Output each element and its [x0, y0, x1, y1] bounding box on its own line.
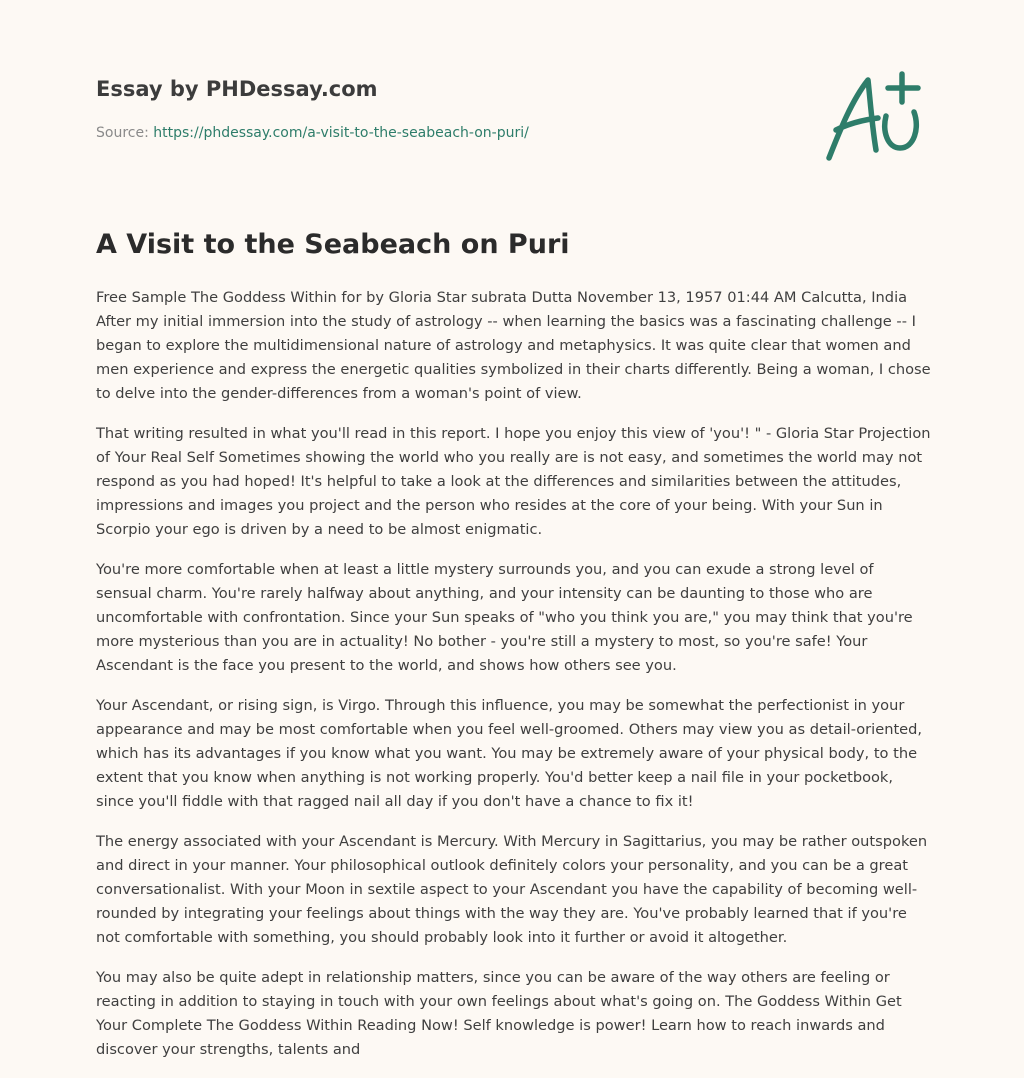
essay-title: A Visit to the Seabeach on Puri	[96, 229, 570, 260]
essay-paragraph: The energy associated with your Ascendant is Mercury. With Mercury in Sagittarius, you may be rather outspoken and direct in your manner. Your philosophical outlook definitely colors your personality, and you can be a great conversationalist. With your Moon in sextile aspect to your Ascendant you have the capability of becoming well-rounded by integrating your feelings about things with the way they are. You've probably learned that if you're not comfortable with something, you should probably look into it further or avoid it altogether.	[96, 833, 928, 946]
source-link[interactable]: https://phdessay.com/a-visit-to-the-seabeach-on-puri/	[153, 125, 529, 141]
essay-body	[96, 286, 932, 1078]
essay-paragraph: You're more comfortable when at least a little mystery surrounds you, and you can exude a strong level of sensual charm. You're rarely halfway about anything, and your intensity can be daunting to those who are uncomfortable with confrontation. Since your Sun speaks of "who you think you are," you may think that you're more mysterious than you are in actuality! No bother - you're still a mystery to most, so you're safe! Your Ascendant is the face you present to the world, and shows how others see you.	[96, 561, 913, 674]
source-label: Source:	[96, 125, 149, 141]
site-title: Essay by PHDessay.com	[96, 77, 378, 101]
essay-paragraph: That writing resulted in what you'll read in this report. I hope you enjoy this view of 'you'! " - Gloria Star Projection of Your Real Self Sometimes showing the world who you really are is not easy, and sometimes the world may not respond as you had hoped! It's helpful to take a look at the differences and similarities between the attitudes, impressions and images you project and the person who resides at the core of your being. With your Sun in Scorpio your ego is driven by a need to be almost enigmatic.	[96, 425, 931, 538]
page-header	[96, 74, 796, 143]
source-line	[96, 123, 796, 143]
essay-paragraph: Free Sample The Goddess Within for by Gloria Star subrata Dutta November 13, 1957 01:44 AM Calcutta, India After my initial immersion into the study of astrology -- when learning the basics was a fascinating challenge -- I began to explore the multidimensional nature of astrology and metaphysics. It was quite clear that women and men experience and express the energetic qualities symbolized in their charts differently. Being a woman, I chose to delve into the gender-differences from a woman's point of view.	[96, 289, 931, 402]
essay-paragraph: Your Ascendant, or rising sign, is Virgo. Through this influence, you may be somewhat the perfectionist in your appearance and may be most comfortable when you feel well-groomed. Others may view you as detail-oriented, which has its advantages if you know what you want. You may be extremely aware of your physical body, to the extent that you know when anything is not working properly. You'd better keep a nail file in your pocketbook, since you'll fiddle with that ragged nail all day if you don't have a chance to fix it!	[96, 697, 923, 810]
a-plus-logo-icon	[822, 68, 928, 164]
essay-paragraph: You may also be quite adept in relationship matters, since you can be aware of the way others are feeling or reacting in addition to staying in touch with your own feelings about what's going on. The Goddess Within Get Your Complete The Goddess Within Reading Now! Self knowledge is power! Learn how to reach inwards and discover your strengths, talents and	[96, 969, 902, 1058]
